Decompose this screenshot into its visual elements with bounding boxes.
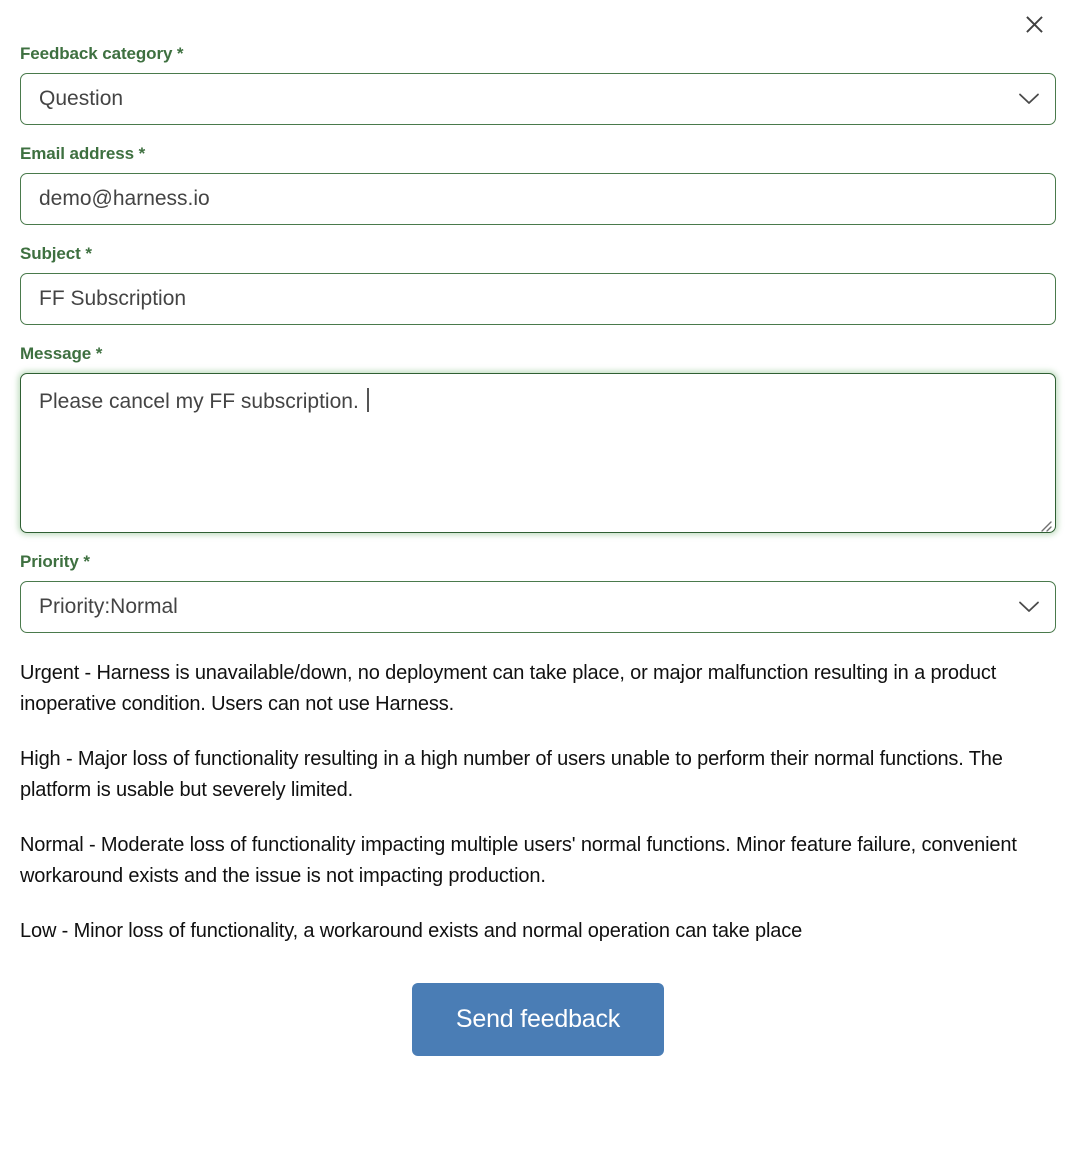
close-button[interactable] <box>1020 10 1048 38</box>
subject-input[interactable] <box>20 273 1056 325</box>
email-address-value: demo@harness.io <box>39 187 210 210</box>
close-icon <box>1025 15 1044 34</box>
spacer <box>20 536 1056 552</box>
priority-note-high: High - Major loss of functionality resulting in a high number of users unable to perform their normal functions. The platform is usable but severely limited. <box>20 748 1003 801</box>
email-address-input[interactable] <box>20 173 1056 225</box>
spacer <box>20 228 1056 244</box>
send-feedback-button[interactable]: Send feedback <box>412 983 664 1056</box>
spacer <box>20 128 1056 144</box>
priority-value: Priority:Normal <box>39 595 178 618</box>
field-subject <box>20 244 1056 325</box>
email-address-label: Email address * <box>20 144 146 163</box>
dialog-header <box>20 0 1056 44</box>
message-label: Message * <box>20 344 103 363</box>
subject-label: Subject * <box>20 244 92 263</box>
chevron-down-icon <box>1017 87 1041 111</box>
field-email-address <box>20 144 1056 225</box>
priority-select[interactable] <box>20 581 1056 633</box>
priority-label: Priority * <box>20 552 90 571</box>
feedback-category-select[interactable] <box>20 73 1056 125</box>
field-feedback-category <box>20 44 1056 125</box>
message-value: Please cancel my FF subscription. <box>39 390 365 413</box>
message-textarea[interactable] <box>20 373 1056 533</box>
submit-row <box>20 983 1056 1056</box>
priority-note-low: Low - Minor loss of functionality, a workaround exists and normal operation can take place <box>20 920 803 942</box>
feedback-category-value: Question <box>39 87 124 110</box>
spacer <box>20 328 1056 344</box>
field-message <box>20 344 1056 533</box>
text-caret <box>367 388 369 412</box>
priority-note-urgent: Urgent - Harness is unavailable/down, no deployment can take place, or major malfunction resulting in a product inoperative condition. Users can not use Harness. <box>20 662 997 715</box>
subject-value: FF Subscription <box>39 287 187 310</box>
priority-note-normal: Normal - Moderate loss of functionality impacting multiple users' normal functions. Minor feature failure, convenient workaround exists and the issue is not impacting production. <box>20 834 1017 887</box>
field-priority <box>20 552 1056 633</box>
feedback-category-label: Feedback category * <box>20 44 184 63</box>
priority-descriptions <box>20 658 1056 947</box>
resize-grip-icon[interactable] <box>1036 513 1052 529</box>
chevron-down-icon <box>1017 595 1041 619</box>
